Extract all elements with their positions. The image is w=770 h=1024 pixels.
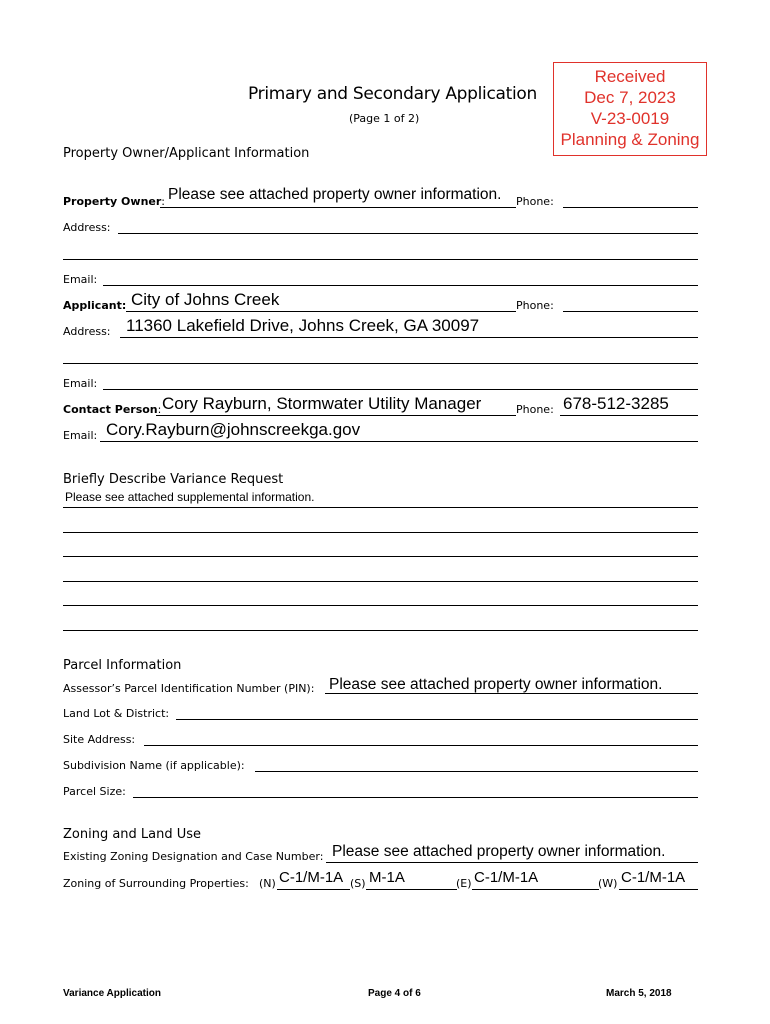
- existing-zoning-line: [326, 862, 698, 863]
- surrounding-zoning-label: Zoning of Surrounding Properties:: [63, 877, 249, 890]
- property-owner-line: [160, 207, 516, 208]
- land-lot-field[interactable]: [176, 719, 698, 720]
- applicant-line: [126, 311, 516, 312]
- subdivision-label: Subdivision Name (if applicable):: [63, 759, 245, 772]
- north-zoning-field[interactable]: C-1/M-1A: [279, 869, 344, 886]
- south-label: (S): [350, 877, 366, 890]
- contact-phone-field[interactable]: 678-512-3285: [563, 394, 669, 413]
- applicant-address-line2[interactable]: [63, 363, 698, 364]
- footer-page-number: Page 4 of 6: [368, 988, 421, 999]
- contact-phone-label: Phone:: [516, 403, 554, 416]
- owner-email-label: Email:: [63, 273, 98, 286]
- applicant-field[interactable]: City of Johns Creek: [131, 290, 280, 309]
- site-address-field[interactable]: [144, 745, 698, 746]
- owner-address-field[interactable]: [118, 233, 698, 234]
- applicant-address-field[interactable]: 11360 Lakefield Drive, Johns Creek, GA 30097: [126, 316, 480, 335]
- south-zoning-field[interactable]: M-1A: [369, 869, 405, 886]
- contact-email-line: [100, 441, 698, 442]
- pin-label: Assessor’s Parcel Identification Number (PIN):: [63, 682, 315, 695]
- pin-field[interactable]: Please see attached property owner information.: [329, 676, 663, 693]
- variance-text[interactable]: Please see attached supplemental information.: [65, 490, 315, 504]
- site-address-label: Site Address:: [63, 733, 136, 746]
- footer-left: Variance Application: [63, 988, 161, 999]
- existing-zoning-label: Existing Zoning Designation and Case Number:: [63, 850, 324, 863]
- contact-phone-line: [560, 415, 698, 416]
- parcel-size-label: Parcel Size:: [63, 785, 126, 798]
- variance-line-2[interactable]: [63, 532, 698, 533]
- east-zoning-field[interactable]: C-1/M-1A: [474, 869, 539, 886]
- south-zoning-line: [366, 889, 457, 890]
- pin-line: [325, 693, 698, 694]
- page-title: Primary and Secondary Application: [248, 84, 538, 104]
- property-owner-field[interactable]: Please see attached property owner information.: [168, 186, 502, 203]
- east-zoning-line: [472, 889, 599, 890]
- north-zoning-line: [277, 889, 350, 890]
- variance-line-6[interactable]: [63, 630, 698, 631]
- property-owner-label: Property Owner:: [63, 195, 166, 208]
- zoning-heading: Zoning and Land Use: [63, 827, 202, 842]
- variance-line-3[interactable]: [63, 556, 698, 557]
- contact-person-line: [156, 415, 516, 416]
- owner-phone-label: Phone:: [516, 195, 554, 208]
- variance-line-4[interactable]: [63, 581, 698, 582]
- stamp-line-date: Dec 7, 2023: [584, 88, 676, 107]
- owner-phone-field[interactable]: [563, 207, 698, 208]
- north-label: (N): [259, 877, 276, 890]
- existing-zoning-field[interactable]: Please see attached property owner information.: [332, 843, 666, 860]
- west-zoning-line: [619, 889, 698, 890]
- applicant-address-label: Address:: [63, 325, 111, 338]
- applicant-email-field[interactable]: [103, 389, 698, 390]
- stamp-line-case: V-23-0019: [590, 109, 670, 128]
- owner-section-heading: Property Owner/Applicant Information: [63, 146, 310, 161]
- contact-email-field[interactable]: Cory.Rayburn@johnscreekga.gov: [106, 420, 361, 439]
- variance-heading: Briefly Describe Variance Request: [63, 472, 284, 487]
- contact-person-label: Contact Person:: [63, 403, 162, 416]
- stamp-line-received: Received: [594, 67, 666, 86]
- west-zoning-field[interactable]: C-1/M-1A: [621, 869, 686, 886]
- owner-address-label: Address:: [63, 221, 111, 234]
- applicant-address-line: [120, 337, 698, 338]
- owner-address-line2[interactable]: [63, 259, 698, 260]
- variance-line-1[interactable]: [63, 507, 698, 508]
- parcel-heading: Parcel Information: [63, 658, 182, 673]
- variance-line-5[interactable]: [63, 605, 698, 606]
- applicant-email-label: Email:: [63, 377, 98, 390]
- land-lot-label: Land Lot & District:: [63, 707, 170, 720]
- parcel-size-field[interactable]: [133, 797, 698, 798]
- page-note: (Page 1 of 2): [349, 112, 420, 125]
- contact-email-label: Email:: [63, 429, 98, 442]
- owner-email-field[interactable]: [103, 285, 698, 286]
- subdivision-field[interactable]: [255, 771, 698, 772]
- applicant-label: Applicant:: [63, 299, 127, 312]
- applicant-phone-label: Phone:: [516, 299, 554, 312]
- stamp-line-dept: Planning & Zoning: [560, 130, 700, 149]
- contact-person-field[interactable]: Cory Rayburn, Stormwater Utility Manager: [162, 394, 482, 413]
- west-label: (W): [598, 877, 618, 890]
- east-label: (E): [456, 877, 472, 890]
- applicant-phone-field[interactable]: [563, 311, 698, 312]
- footer-date: March 5, 2018: [606, 988, 672, 999]
- received-stamp: [553, 62, 707, 156]
